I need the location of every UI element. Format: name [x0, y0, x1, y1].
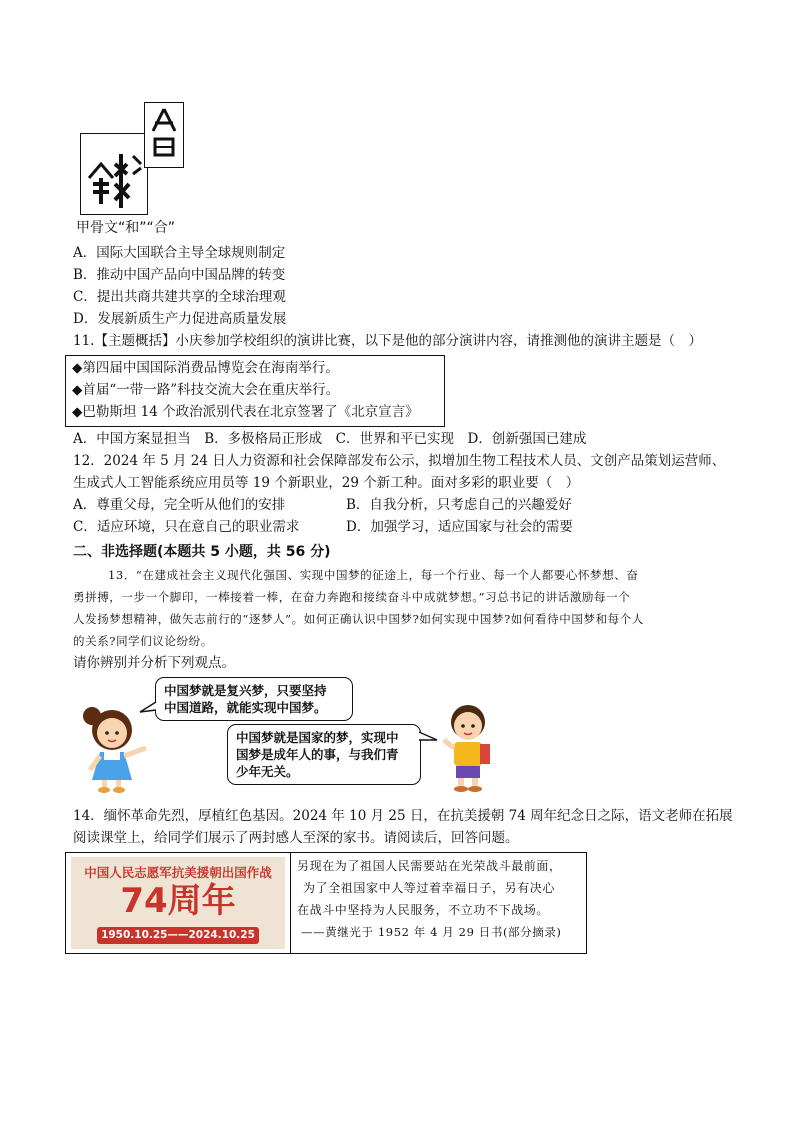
q12-stem-line1: 12．2024 年 5 月 24 日人力资源和社会保障部发布公示，拟增加生物工程技术人员、文创产品策划运营师、 [73, 453, 726, 469]
q11-box-line: ◆首届“一带一路”科技交流大会在重庆举行。 [72, 382, 340, 398]
letter-line: 另现在为了祖国人民需要站在光荣战斗最前面， [297, 859, 562, 873]
q13-line3: 人发扬梦想精神，做矢志前行的“逐梦人”。如何正确认识中国梦?如何实现中国梦?如何看待中国梦和每个人 [73, 612, 644, 626]
q11-speech-box [65, 355, 445, 427]
oracle-he-glyph [81, 134, 147, 214]
oracle-bone-image-he2 [144, 102, 184, 168]
banner-title: 中国人民志愿军抗美援朝出国作战 [84, 865, 272, 880]
q12-option-d: D．加强学习，适应国家与社会的需要 [346, 519, 573, 535]
q11-stem: 11.【主题概括】小庆参加学校组织的演讲比赛，以下是他的部分演讲内容，请推测他的演讲主题是（ ） [73, 333, 702, 349]
q12-option-a: A．尊重父母，完全听从他们的安排 [73, 497, 286, 513]
q11-options: A．中国方案显担当 B．多极格局正形成 C．世界和平已实现 D．创新强国已建成 [73, 431, 587, 447]
boy-illustration [440, 700, 500, 795]
oracle-caption: 甲骨文“和”“合” [76, 220, 176, 236]
q10-option-d: D．发展新质生产力促进高质量发展 [73, 311, 287, 327]
banner-dates-bar [97, 927, 259, 944]
letter-line: 在战斗中坚持为人民服务，不立功不下战场。 [297, 903, 550, 917]
q10-option-b: B．推动中国产品向中国品牌的转变 [73, 267, 286, 283]
q13-line4: 的关系?同学们议论纷纷。 [73, 634, 213, 648]
q12-option-b: B．自我分析，只考虑自己的兴趣爱好 [346, 497, 572, 513]
boy-bubble-line: 少年无关。 [236, 764, 299, 779]
letter-signature: ——黄继光于 1952 年 4 月 29 日书(部分摘录) [301, 925, 562, 939]
letter-excerpt-box [290, 853, 587, 953]
boy-bubble-line: 国梦是成年人的事，与我们青 [236, 747, 399, 762]
boy-bubble-line: 中国梦就是国家的梦，实现中 [236, 730, 399, 745]
q10-option-a: A．国际大国联合主导全球规则制定 [73, 245, 286, 261]
girl-bubble-line: 中国梦就是复兴梦，只要坚持 [164, 683, 327, 698]
q14-figure-frame [65, 852, 587, 954]
boy-speech-bubble [227, 724, 421, 785]
q13-line1: 13．“在建成社会主义现代化强国、实现中国梦的征途上，每一个行业、每一个人都要心怀梦想、奋 [108, 568, 639, 582]
q14-line2: 阅读课堂上，给同学们展示了两封感人至深的家书。请阅读后，回答问题。 [73, 830, 519, 846]
boy-bubble-tail [417, 728, 439, 744]
girl-bubble-tail [138, 700, 158, 716]
banner-big-text: 74周年 [120, 881, 236, 921]
section2-title: 二、非选择题(本题共 5 小题，共 56 分) [73, 544, 331, 560]
q13-line2: 勇拼搏，一步一个脚印，一棒接着一棒，在奋力奔跑和接续奋斗中成就梦想。”习总书记的讲话激励每一个 [73, 590, 631, 604]
q14-line1: 14．缅怀革命先烈，厚植红色基因。2024 年 10 月 25 日，在抗美援朝 74 周年纪念日之际，语文老师在拓展 [73, 808, 733, 824]
q11-box-line: ◆第四届中国国际消费品博览会在海南举行。 [72, 360, 339, 376]
banner-dates: 1950.10.25——2024.10.25 [101, 929, 255, 941]
letter-line: 为了全祖国家中人等过着幸福日子，另有决心 [303, 881, 556, 895]
oracle-bone-image-he [80, 133, 148, 215]
anniversary-banner [71, 857, 285, 949]
oracle-he2-glyph [145, 103, 183, 167]
girl-bubble-line: 中国道路，就能实现中国梦。 [164, 700, 327, 715]
q12-option-c: C．适应环境，只在意自己的职业需求 [73, 519, 300, 535]
q10-option-c: C．提出共商共建共享的全球治理观 [73, 289, 286, 305]
q13-prompt: 请你辨别并分析下列观点。 [73, 655, 235, 671]
q11-box-line: ◆巴勒斯坦 14 个政治派别代表在北京签署了《北京宣言》 [72, 404, 419, 420]
girl-speech-bubble [155, 677, 353, 721]
q12-stem-line2: 生成式人工智能系统应用员等 19 个新职业，29 个新工种。面对多彩的职业要（ ） [73, 475, 580, 491]
